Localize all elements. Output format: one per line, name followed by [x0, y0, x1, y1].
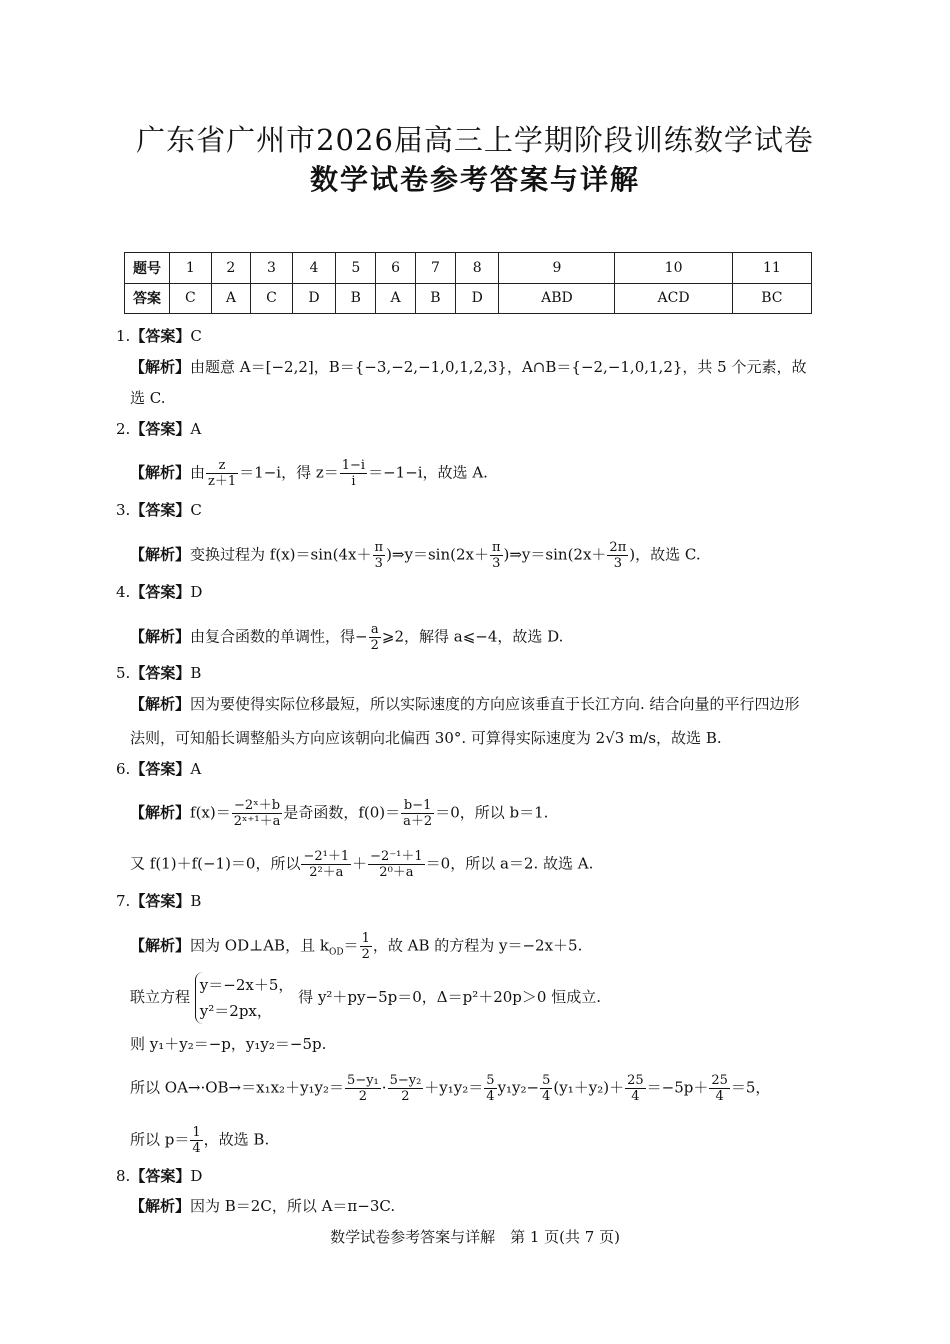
fraction: $\frac{\pi}{3}$ [374, 540, 384, 571]
equation-system: y＝−2x＋5， y²＝2px， [195, 972, 294, 1024]
q4-answer-line: 4.【答案】D [116, 583, 203, 601]
answer-cell: A [211, 283, 251, 314]
fraction: $\frac{25}{4}$ [711, 1073, 728, 1104]
q5-analysis-line: 【解析】因为要使得实际位移最短，所以实际速度的方向应该垂直于长江方向. 结合向量的平行四边形 [130, 695, 800, 713]
fraction: $\frac{1-i}{i}$ [341, 458, 366, 489]
document-title: 广东省广州市2026届高三上学期阶段训练数学试卷 [136, 123, 814, 157]
q6-analysis-line: 【解析】f(x)＝ $\frac{\text{−2ˣ＋b}}{\text{2ˣ⁺¹＋a}}$ 是奇函数，f(0)＝ $\frac{b-1}{a+2}$ ＝0，所以 b＝1. [130, 798, 549, 829]
answer-cell: C [251, 283, 293, 314]
q7-analysis-line-3: 则 y₁＋y₂＝−p，y₁y₂＝−5p. [130, 1035, 327, 1053]
q7-system-line: 联立方程 y＝−2x＋5， y²＝2px， 得 y²＋py−5p＝0，Δ＝p²＋20p＞0 恒成立. [130, 972, 601, 1024]
answer-table-number-row [125, 253, 812, 284]
q7-analysis-line-4: 所以 OA→·OB→＝x₁x₂＋y₁y₂＝ $\frac{\text{5−y₁}}{2}$ · $\frac{\text{5−y₂}}{2}$ ＋y₁y₂＝ $\frac{5}{4}$ y₁y₂− $\frac{5}{4}$ (y₁＋y₂)＋ $\frac{25}{4}$ ＝−5p＋ $\frac{25}{4}$ ＝5， [130, 1073, 771, 1104]
fraction: $\frac{5}{4}$ [542, 1073, 551, 1104]
answer-table-answer-row [125, 283, 812, 314]
q7-analysis-line-5: 所以 p＝ $\frac{1}{4}$ ，故选 B. [130, 1125, 270, 1156]
q6-answer-line: 6.【答案】A [116, 760, 202, 778]
fraction: $\frac{z}{z+1}$ [208, 458, 237, 489]
answer-table-row-label: 题号 [125, 253, 170, 284]
fraction: $\frac{25}{4}$ [627, 1073, 644, 1104]
q1-analysis-line-2: 选 C. [130, 389, 166, 407]
fraction: $\frac{\pi}{3}$ [491, 540, 501, 571]
question-number-cell: 9 [499, 253, 615, 284]
answer-cell: D [456, 283, 499, 314]
answer-cell: A [376, 283, 416, 314]
q1-answer-line: 1.【答案】C [116, 327, 202, 345]
q6-analysis-line-2: 又 f(1)＋f(−1)＝0，所以 $\frac{\text{−2¹＋1}}{\text{2²＋a}}$ ＋ $\frac{\text{−2⁻¹＋1}}{\text{2⁰＋a}}$ ＝0，所以 a＝2. 故选 A. [130, 849, 594, 880]
fraction: $\frac{\text{5−y₁}}{2}$ [347, 1073, 379, 1104]
question-number-cell: 8 [456, 253, 499, 284]
fraction: $\frac{\text{−2¹＋1}}{\text{2²＋a}}$ [303, 849, 350, 880]
q4-analysis-line: 【解析】由复合函数的单调性，得− $\frac{a}{2}$ ⩾2，解得 a⩽−4，故选 D. [130, 622, 564, 653]
fraction: $\frac{\text{−2⁻¹＋1}}{\text{2⁰＋a}}$ [370, 849, 423, 880]
answer-cell: ABD [499, 283, 615, 314]
q8-analysis-line: 【解析】因为 B＝2C，所以 A＝π−3C. [130, 1197, 396, 1215]
q7-analysis-line: 【解析】因为 OD⊥AB，且 $k_{OD}=$ $\frac{1}{2}$ ，故 AB 的方程为 y＝−2x＋5. [130, 931, 583, 962]
q3-answer-line: 3.【答案】C [116, 501, 202, 519]
q2-analysis-line: 【解析】由 $\frac{z}{z+1}$ ＝1−i，得 z＝ $\frac{1-i}{i}$ ＝−1−i，故选 A. [130, 458, 488, 489]
fraction: $\frac{1}{4}$ [192, 1125, 201, 1156]
q5-answer-line: 5.【答案】B [116, 664, 202, 682]
question-number-cell: 11 [732, 253, 811, 284]
fraction: $\frac{b-1}{a+2}$ [403, 798, 433, 829]
answer-table [124, 252, 812, 314]
q1-analysis-line: 【解析】由题意 A＝[−2,2]，B＝{−3,−2,−1,0,1,2,3}，A∩B＝{−2,−1,0,1,2}，共 5 个元素，故 [130, 358, 807, 376]
q2-answer-line: 2.【答案】A [116, 420, 202, 438]
q8-answer-line: 8.【答案】D [116, 1167, 203, 1185]
answer-cell: B [336, 283, 376, 314]
answer-cell: D [292, 283, 335, 314]
document-subtitle: 数学试卷参考答案与详解 [309, 163, 640, 196]
q7-answer-line: 7.【答案】B [116, 892, 202, 910]
question-number-cell: 1 [170, 253, 212, 284]
answer-cell: BC [732, 283, 811, 314]
fraction: $\frac{2\pi}{3}$ [609, 540, 627, 571]
q5-analysis-line-2: 法则，可知船长调整船头方向应该朝向北偏西 30°. 可算得实际速度为 2√3 m/s，故选 B. [130, 729, 722, 747]
answer-cell: ACD [615, 283, 732, 314]
fraction: $\frac{5}{4}$ [486, 1073, 495, 1104]
question-number-cell: 2 [211, 253, 251, 284]
question-number-cell: 6 [376, 253, 416, 284]
answer-cell: B [415, 283, 455, 314]
answer-cell: C [170, 283, 212, 314]
question-number-cell: 5 [336, 253, 376, 284]
question-number-cell: 7 [415, 253, 455, 284]
answer-table-row-label: 答案 [125, 283, 170, 314]
fraction: $\frac{\text{5−y₂}}{2}$ [389, 1073, 422, 1104]
fraction: $\frac{a}{2}$ [370, 622, 379, 653]
fraction: $\frac{1}{2}$ [361, 931, 370, 962]
question-number-cell: 3 [251, 253, 293, 284]
fraction: $\frac{\text{−2ˣ＋b}}{\text{2ˣ⁺¹＋a}}$ [233, 798, 281, 829]
page-footer: 数学试卷参考答案与详解 第 1 页(共 7 页) [330, 1228, 620, 1246]
question-number-cell: 4 [292, 253, 335, 284]
question-number-cell: 10 [615, 253, 732, 284]
q3-analysis-line: 【解析】变换过程为 f(x)＝sin(4x＋ $\frac{\pi}{3}$ )⇒y＝sin(2x＋ $\frac{\pi}{3}$ )⇒y＝sin(2x＋ $\frac{2\pi}{3}$ )，故选 C. [130, 540, 701, 571]
